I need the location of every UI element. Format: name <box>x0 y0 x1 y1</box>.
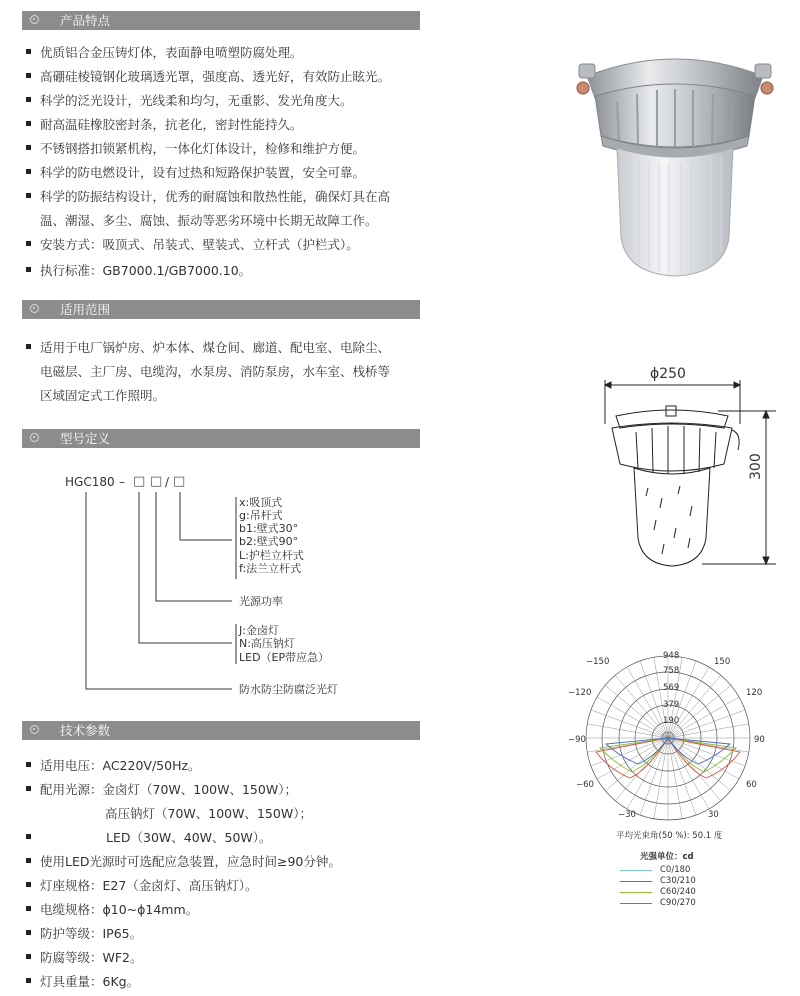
ring-label: 379 <box>663 700 680 710</box>
square-bullet-icon <box>26 786 31 791</box>
square-bullet-icon <box>26 930 31 935</box>
polar-diagram <box>570 652 780 822</box>
dimension-drawing <box>600 368 780 568</box>
angle-label: −120 <box>568 688 592 698</box>
list-item-continuation: 区域固定式工作照明。 <box>40 388 166 403</box>
square-bullet-icon <box>26 834 31 839</box>
height-label: 300 <box>748 453 764 480</box>
model-dash: – <box>119 475 125 489</box>
square-bullet-icon <box>26 73 31 78</box>
section-title: 型号定义 <box>60 431 111 446</box>
unit-title: 光强单位：cd <box>640 852 694 862</box>
section-title: 技术参数 <box>60 723 111 738</box>
square-bullet-icon <box>26 978 31 983</box>
section-title: 产品特点 <box>60 13 111 28</box>
square-bullet-icon <box>26 858 31 863</box>
ring-label: 948 <box>663 651 680 661</box>
section-title: 适用范围 <box>60 302 111 317</box>
square-bullet-icon <box>26 882 31 887</box>
source-option: N:高压钠灯 <box>239 637 295 650</box>
circle-bullet-icon <box>30 725 39 734</box>
polar-grid <box>570 652 780 822</box>
section-header-scope <box>22 300 420 319</box>
model-code: HGC180 <box>65 475 115 489</box>
mount-option: f:法兰立杆式 <box>239 562 302 575</box>
source-option: J:金卤灯 <box>239 624 279 637</box>
angle-label: −30 <box>618 810 636 820</box>
square-bullet-icon <box>26 267 31 272</box>
mount-option: b2:壁式90° <box>239 535 299 548</box>
mount-option: L:护栏立杆式 <box>239 549 304 562</box>
legend-swatch <box>620 870 652 871</box>
list-item-continuation: 电磁层、主厂房、电缆沟，水泵房、消防泵房，水车室、栈桥等 <box>40 364 391 379</box>
angle-label: 30 <box>708 810 719 820</box>
source-option: LED（EP带应急） <box>239 651 330 664</box>
diameter-label: ϕ250 <box>650 366 686 382</box>
square-bullet-icon <box>26 145 31 150</box>
ring-label: 569 <box>663 683 680 693</box>
model-slash: / <box>165 475 170 489</box>
connector-line-mount <box>180 492 232 540</box>
connector-line-source <box>139 492 232 643</box>
square-bullet-icon <box>26 344 31 349</box>
connector-line-power <box>156 492 232 601</box>
square-bullet-icon <box>26 49 31 54</box>
section-header-params <box>22 721 420 740</box>
mount-option: b1:壁式30° <box>239 522 299 535</box>
angle-label: −90 <box>568 735 586 745</box>
legend-swatch <box>620 892 652 893</box>
circle-bullet-icon <box>30 433 39 442</box>
square-bullet-icon <box>26 906 31 911</box>
product-photo <box>565 38 785 288</box>
section-header-features <box>22 11 420 30</box>
list-item-continuation: 高压钠灯（70W、100W、150W）； <box>105 806 312 821</box>
model-box-source: □ <box>133 474 146 489</box>
power-label: 光源功率 <box>239 595 283 608</box>
square-bullet-icon <box>26 193 31 198</box>
product-name-label: 防水防尘防腐泛光灯 <box>239 683 338 696</box>
circle-bullet-icon <box>30 304 39 313</box>
section-header-model <box>22 429 420 448</box>
beam-angle-label: 平均光束角(50 %): 50.1 度 <box>616 831 723 841</box>
square-bullet-icon <box>26 954 31 959</box>
legend-swatch <box>620 903 652 904</box>
square-bullet-icon <box>26 169 31 174</box>
list-item-continuation: 温、潮湿、多尘、腐蚀、振动等恶劣环境中长期无故障工作。 <box>40 213 378 228</box>
square-bullet-icon <box>26 121 31 126</box>
circle-bullet-icon <box>30 15 39 24</box>
angle-label: 120 <box>746 688 763 698</box>
ring-label: 190 <box>663 716 680 726</box>
angle-label: −150 <box>586 657 610 667</box>
square-bullet-icon <box>26 762 31 767</box>
polar-legend: C0/180 C30/210 C60/240 C90/270 <box>620 865 740 915</box>
angle-label: 90 <box>754 735 765 745</box>
square-bullet-icon <box>26 241 31 246</box>
mount-option: x:吸顶式 <box>239 496 283 509</box>
angle-label: 150 <box>714 657 731 667</box>
angle-label: 60 <box>746 780 757 790</box>
mount-option: g:吊杆式 <box>239 509 283 522</box>
angle-label: −60 <box>576 780 594 790</box>
model-box-mount: □ <box>173 474 186 489</box>
model-box-power: □ <box>150 474 163 489</box>
ring-label: 758 <box>663 666 680 676</box>
connector-line-name <box>86 492 232 689</box>
square-bullet-icon <box>26 97 31 102</box>
legend-swatch <box>620 881 652 882</box>
